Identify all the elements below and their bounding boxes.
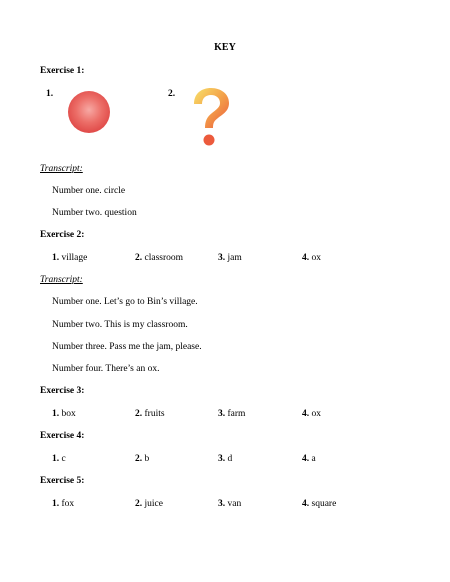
exercise-5-answer-3: 3. van — [218, 499, 242, 509]
exercise-4-heading: Exercise 4: — [40, 431, 85, 441]
red-circle-picture — [66, 89, 112, 135]
exercise-2-answer-1: 1. village — [52, 253, 88, 263]
exercise-5-answer-4: 4. square — [302, 499, 337, 509]
exercise-4-answer-1: 1. c — [52, 454, 66, 464]
exercise-4-answer-3: 3. d — [218, 454, 233, 464]
exercise-5-answer-2: 2. juice — [135, 499, 163, 509]
exercise-2-transcript-line-2: Number two. This is my classroom. — [52, 320, 188, 330]
exercise-3-answer-2: 2. fruits — [135, 409, 165, 419]
exercise-1-transcript-line-1: Number one. circle — [52, 186, 126, 196]
exercise-3-heading: Exercise 3: — [40, 386, 85, 396]
exercise-1-heading: Exercise 1: — [40, 66, 85, 76]
exercise-1-item-1-number: 1. — [46, 89, 54, 99]
exercise-1-transcript-line-2: Number two. question — [52, 208, 137, 218]
question-mark-picture — [188, 86, 234, 150]
exercise-3-answer-3: 3. farm — [218, 409, 246, 419]
exercise-2-heading: Exercise 2: — [40, 230, 85, 240]
exercise-1-item-2-number: 2. — [168, 89, 176, 99]
exercise-2-transcript-line-3: Number three. Pass me the jam, please. — [52, 342, 202, 352]
page-title: KEY — [214, 42, 236, 53]
exercise-4-answer-4: 4. a — [302, 454, 316, 464]
exercise-4-answer-2: 2. b — [135, 454, 150, 464]
exercise-2-answer-2: 2. classroom — [135, 253, 184, 263]
exercise-2-transcript-line-1: Number one. Let’s go to Bin’s village. — [52, 297, 198, 307]
exercise-2-answer-4: 4. ox — [302, 253, 321, 263]
exercise-3-answer-4: 4. ox — [302, 409, 321, 419]
exercise-5-heading: Exercise 5: — [40, 476, 85, 486]
exercise-3-answer-1: 1. box — [52, 409, 76, 419]
exercise-2-transcript-line-4: Number four. There’s an ox. — [52, 364, 160, 374]
exercise-2-answer-3: 3. jam — [218, 253, 242, 263]
exercise-5-answer-1: 1. fox — [52, 499, 75, 509]
exercise-1-transcript-label: Transcript: — [40, 164, 83, 174]
exercise-2-transcript-label: Transcript: — [40, 275, 83, 285]
